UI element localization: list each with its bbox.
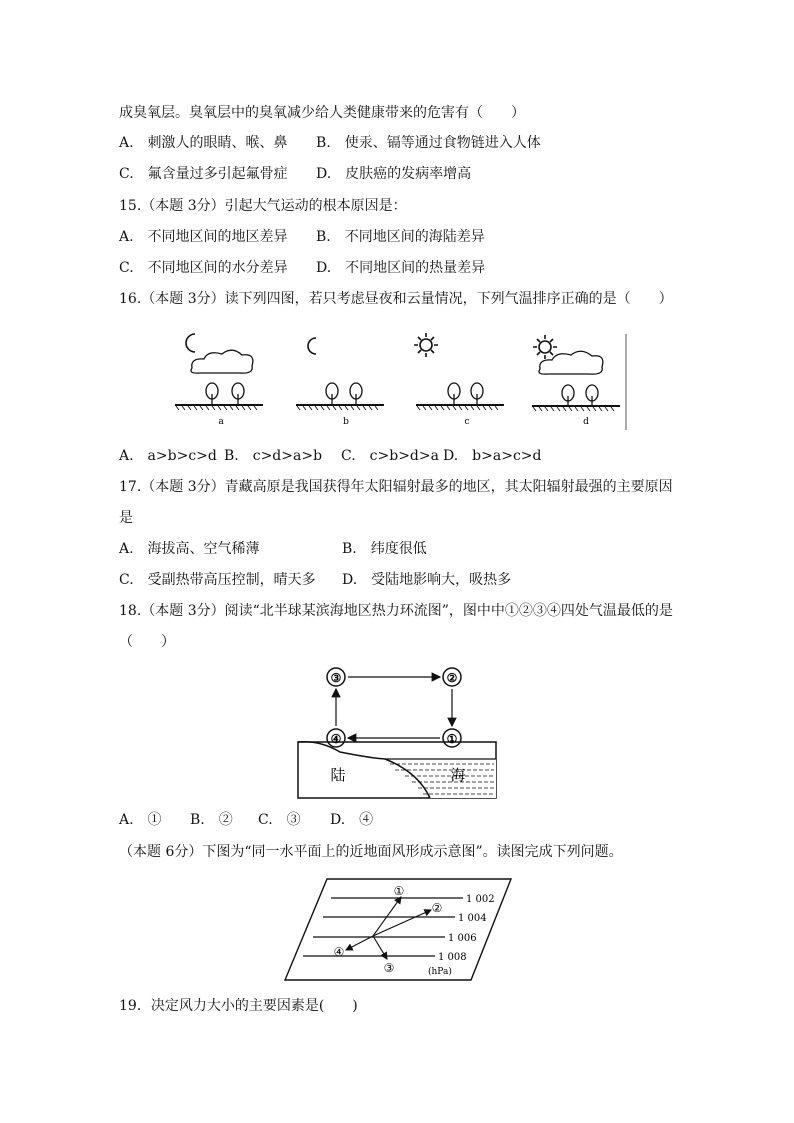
q18-stem-line2: （ ） [119,634,175,650]
node-2 [443,668,461,686]
q18-option-b: B. ② [190,812,233,828]
panel-label-c: c [464,417,470,427]
q14-option-b: B. 使汞、镉等通过食物链进入人体 [316,135,541,151]
q15-option-a: A. 不同地区间的地区差异 [119,229,288,245]
node-4 [327,729,345,747]
q14-option-a: A. 刺激人的眼睛、喉、鼻 [119,135,288,151]
land-label: 陆 [330,766,346,784]
q14-option-d: D. 皮肤癌的发病率增高 [316,166,472,182]
q15-option-b: B. 不同地区间的海陆差异 [316,229,485,245]
panel-label-a: a [218,417,224,427]
tree-icon [471,383,483,404]
q15-stem: 15.（本题 3分）引起大气运动的根本原因是： [119,198,407,214]
q16-day-night-cloud-figure [170,328,630,432]
tree-icon [448,383,460,404]
moon-icon [308,338,316,354]
svg-text:①: ① [446,732,458,746]
node-3 [327,668,345,686]
sun-icon [533,335,557,359]
q18-option-a: A. ① [119,812,162,828]
q16-option-a: A. a>b>c>d [119,448,217,464]
isobar-label-1008: 1 008 [438,952,467,963]
arrow-label-2: ② [431,901,443,915]
svg-text:④: ④ [330,732,342,746]
svg-text:③: ③ [330,671,342,685]
sea-area [385,759,496,798]
arrow-4 [346,936,373,950]
tree-icon [562,385,574,405]
isobar-label-1002: 1 002 [466,894,495,905]
isobar-label-1004: 1 004 [458,913,487,924]
tree-icon [326,383,338,404]
tree-icon [232,383,244,404]
q19-group-intro: （本题 6分）下图为“同一水平面上的近地面风形成示意图”。读图完成下列问题。 [119,844,623,860]
panel-a [175,334,263,427]
q19-stem: 19．决定风力大小的主要因素是( ) [119,998,358,1014]
unit-label: (hPa) [428,967,452,977]
q16-stem: 16.（本题 3分）读下列四图，若只考虑昼夜和云量情况，下列气温排序正确的是（ ） [119,291,673,307]
q16-option-c: C. c>b>d>a [341,448,439,464]
q17-option-c: C. 受副热带高压控制，晴天多 [119,572,316,588]
cloud-icon [191,350,253,373]
tree-icon [586,385,598,405]
q18-option-c: C. ③ [258,812,301,828]
panel-label-b: b [343,417,349,427]
arrow-label-4: ④ [333,945,345,959]
moon-icon [186,334,195,352]
panel-d [532,335,620,427]
tree-icon [350,383,362,404]
q19-wind-formation-figure [283,876,515,984]
q18-thermal-circulation-figure [290,664,500,802]
tree-icon [206,383,218,404]
q17-option-d: D. 受陆地影响大，吸热多 [342,572,512,588]
isobar-label-1006: 1 006 [448,933,477,944]
panel-b [296,338,384,427]
arrow-label-3: ③ [383,961,395,975]
node-1 [443,729,461,747]
q14-option-c: C. 氟含量过多引起氟骨症 [119,166,288,182]
sun-icon [414,333,438,357]
arrow-label-1: ① [393,884,405,898]
svg-text:②: ② [446,671,458,685]
q17-stem-line2: 是 [119,510,133,526]
q17-option-b: B. 纬度很低 [342,541,427,557]
q14-stem: 成臭氧层。臭氧层中的臭氧减少给人类健康带来的危害有（ ） [119,105,525,121]
q17-stem-line1: 17.（本题 3分）青藏高原是我国获得年太阳辐射最多的地区，其太阳辐射最强的主要原因 [119,479,673,495]
q18-stem-line1: 18.（本题 3分）阅读“北半球某滨海地区热力环流图”，图中中①②③④四处气温最低的是 [119,603,673,619]
q16-option-d: D. b>a>c>d [443,448,542,464]
q15-option-c: C. 不同地区间的水分差异 [119,260,288,276]
q18-option-d: D. ④ [330,812,374,828]
sea-label: 海 [450,766,466,784]
q17-option-a: A. 海拔高、空气稀薄 [119,541,260,557]
panel-label-d: d [583,417,589,427]
panel-c [414,333,504,427]
cloud-icon [539,351,603,374]
q15-option-d: D. 不同地区间的热量差异 [316,260,486,276]
q16-option-b: B. c>d>a>b [224,448,323,464]
